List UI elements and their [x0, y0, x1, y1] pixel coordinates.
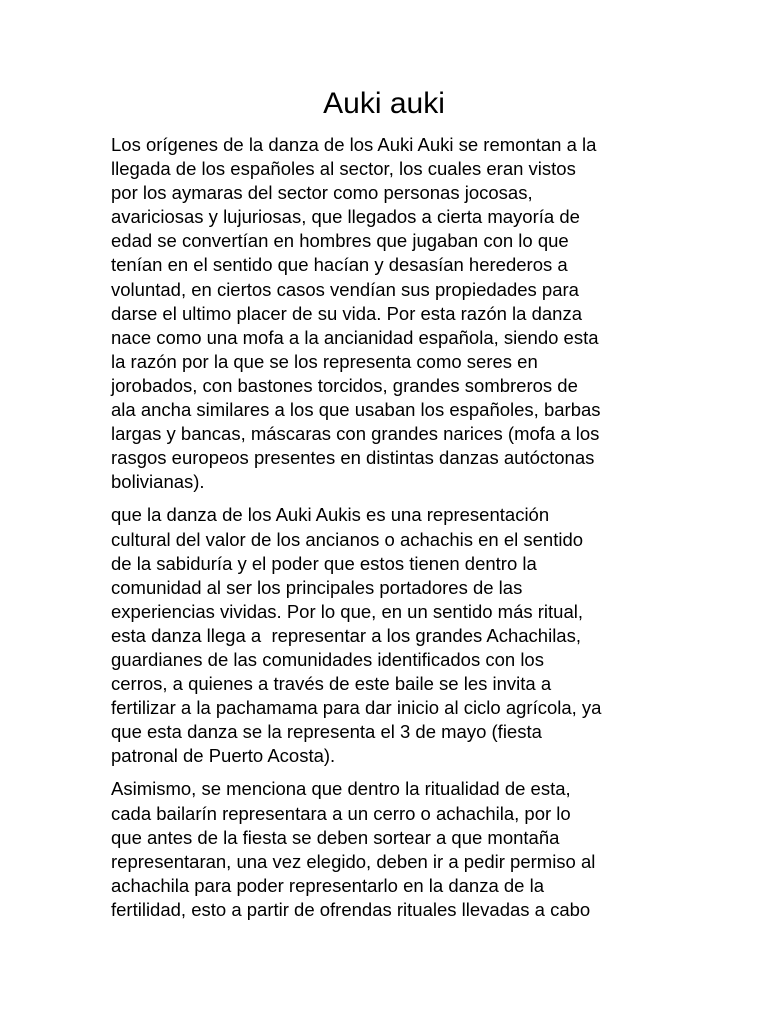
text-line: nace como una mofa a la ancianidad española, siendo esta	[111, 326, 599, 348]
text-line: representaran, una vez elegido, deben ir a pedir permiso al	[111, 850, 596, 872]
text-line: que esta danza se la representa el 3 de mayo (fiesta	[111, 721, 542, 743]
text-line: cada bailarín representara a un cerro o achachila, por lo	[111, 802, 571, 824]
document-title: Auki auki	[323, 87, 445, 120]
text-line: la razón por la que se los representa como seres en	[111, 350, 538, 372]
text-line: que antes de la fiesta se deben sortear a que montaña	[111, 826, 560, 848]
text-line: jorobados, con bastones torcidos, grandes sombreros de	[111, 374, 578, 396]
text-line: guardianes de las comunidades identificados con los	[111, 648, 544, 670]
text-line: cerros, a quienes a través de este baile se les invita a	[111, 673, 552, 695]
document-body	[111, 133, 671, 931]
text-line: voluntad, en ciertos casos vendían sus propiedades para	[111, 278, 579, 300]
text-line: bolivianas).	[111, 471, 205, 493]
paragraph-2	[111, 503, 671, 768]
text-line: patronal de Puerto Acosta).	[111, 745, 336, 767]
text-line: tenían en el sentido que hacían y desasían herederos a	[111, 254, 568, 276]
text-line: rasgos europeos presentes en distintas danzas autóctonas	[111, 447, 595, 469]
text-line: cultural del valor de los ancianos o achachis en el sentido	[111, 528, 584, 550]
text-line: Los orígenes de la danza de los Auki Auki se remontan a la	[111, 134, 597, 155]
text-line: fertilizar a la pachamama para dar inicio al ciclo agrícola, ya	[111, 697, 602, 719]
text-line: por los aymaras del sector como personas jocosas,	[111, 182, 533, 204]
text-line: achachila para poder representarlo en la danza de la	[111, 874, 544, 896]
text-line: comunidad al ser los principales portadores de las	[111, 576, 523, 598]
text-line: que la danza de los Auki Aukis es una representación	[111, 504, 550, 526]
text-line: ala ancha similares a los que usaban los españoles, barbas	[111, 399, 601, 421]
text-line: avariciosas y lujuriosas, que llegados a cierta mayoría de	[111, 206, 580, 228]
text-line: fertilidad, esto a partir de ofrendas rituales llevadas a cabo	[111, 898, 591, 920]
text-line: esta danza llega a representar a los grandes Achachilas,	[111, 624, 581, 646]
text-line: experiencias vividas. Por lo que, en un sentido más ritual,	[111, 600, 584, 622]
text-line: edad se convertían en hombres que jugaban con lo que	[111, 230, 569, 252]
paragraph-1	[111, 133, 671, 494]
paragraph-3	[111, 777, 671, 922]
text-line: Asimismo, se menciona que dentro la ritualidad de esta,	[111, 778, 571, 800]
text-line: llegada de los españoles al sector, los cuales eran vistos	[111, 158, 576, 180]
text-line: darse el ultimo placer de su vida. Por esta razón la danza	[111, 302, 582, 324]
text-line: de la sabiduría y el poder que estos tienen dentro la	[111, 552, 537, 574]
text-line: largas y bancas, máscaras con grandes narices (mofa a los	[111, 423, 600, 445]
